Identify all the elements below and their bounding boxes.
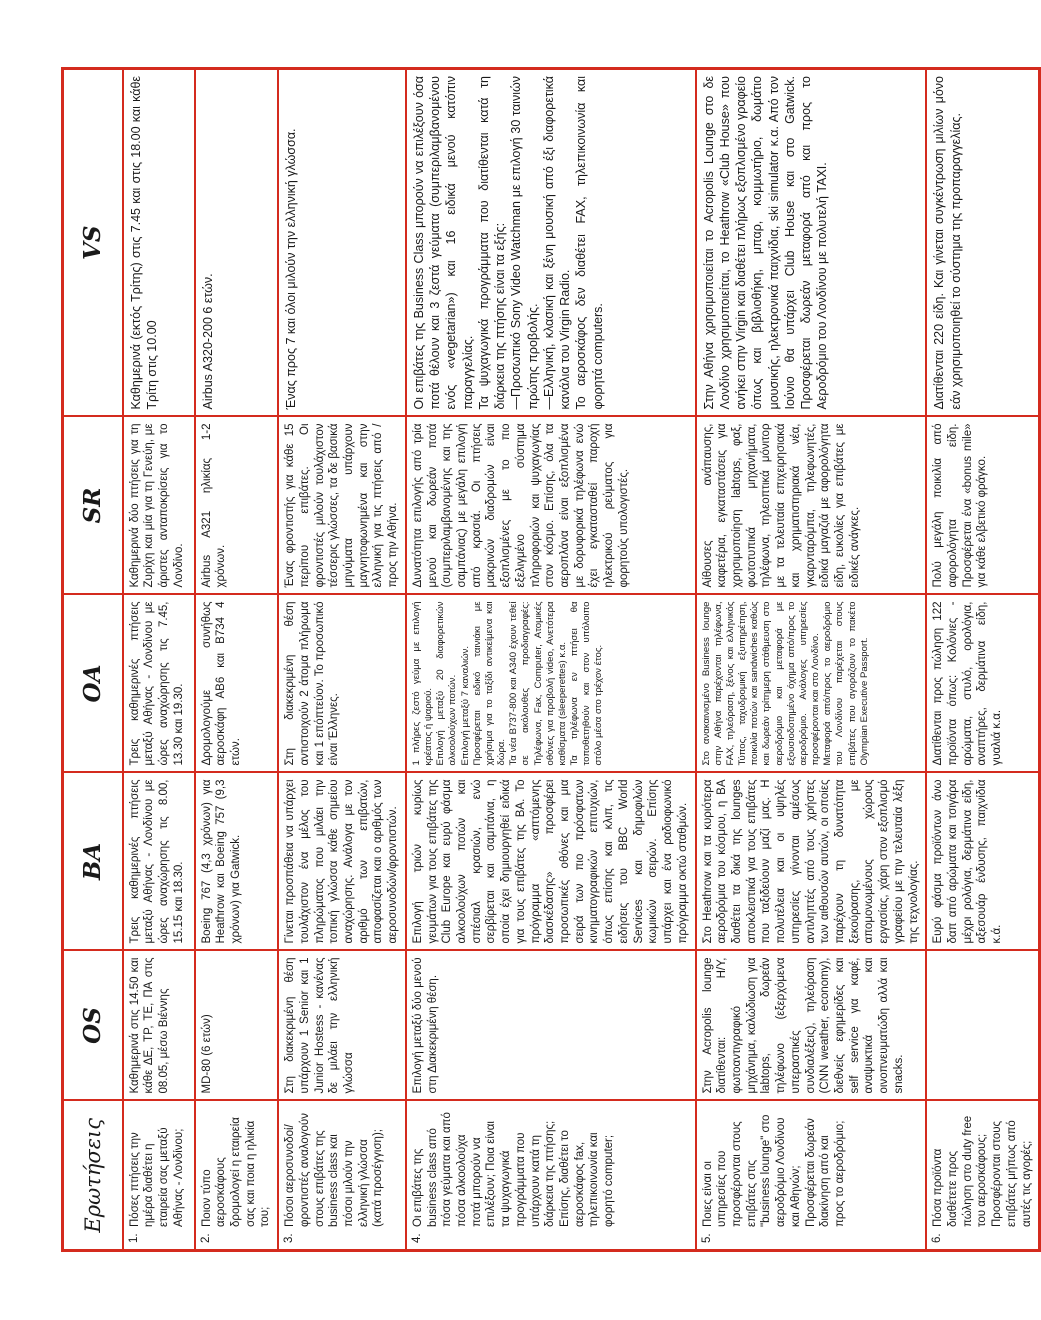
airline-comparison-table bbox=[61, 67, 1041, 1252]
answer-vs-text: Καθημερινά (εκτός Τρίτης) στις 7.45 και στις 18.00 και κάθε Τρίτη στις 10.00 bbox=[128, 76, 159, 410]
question-cell bbox=[406, 1101, 696, 1251]
question-cell bbox=[123, 1101, 195, 1251]
answer-vs bbox=[696, 69, 927, 417]
answer-os-text: MD-80 (6 ετών) bbox=[200, 1014, 213, 1094]
answer-oa-text: Δρομολογούμε συνήθως αεροσκάφη AB6 και B734 4 ετών. bbox=[200, 601, 242, 766]
answer-vs bbox=[926, 69, 1040, 417]
answer-os bbox=[696, 951, 927, 1101]
answer-os-text: Στη διακεκριμένη θέση υπάρχουν 1 Senior και 1 Junior Hostess - κανένας δε μιλάει την ελληνική γλώσσα bbox=[284, 957, 355, 1094]
question-text: Οι επιβάτες της business class από πόσα γεύματα και από πόσα αλκοολούχα ποτά μπορούν να επιλέξουν; Ποια είναι τα ψυχαγωγικά προγράμματα που υπάρχουν κατά τη διάρκεια της πτήσης; Επίσης, διαθέτει το αεροσκάφος fax, τηλεπικοινωνία και φορητό computer; bbox=[411, 1112, 616, 1227]
answer-sr bbox=[278, 417, 406, 595]
answer-os-text: Στην Acropolis lounge διατίθενται: Η/Υ, φωτοαντιγραφικό μηχάνημα, καλώδιωση για labtops, δωρεάν τηλέφωνο (εξερχόμενα υπεραστικές συνδιαλέξεις), τηλεόραση (CNN weather, economy), διεθνείς εφημερίδες και self service για καφέ, αναψυκτικά και οινοπνευματώδη αλλά και snacks. bbox=[701, 957, 905, 1094]
answer-sr-text: Ένας φροντιστής για κάθε 15 περίπου επιβάτες. Οι φροντιστές μιλούν τουλάχιστον τέσσερις γλώσσες, τα δε βασικά μηνύματα υπάρχουν μαγνητοφωνημένα και στην ελληνική για τις πτήσεις από / προς την Αθήνα. bbox=[284, 423, 400, 588]
answer-sr bbox=[696, 417, 927, 595]
question-number: 2. bbox=[199, 1233, 212, 1243]
answer-oa-text: Τρεις καθημερινές πτήσεις μεταξύ Αθήνας - Λονδίνου με ώρες αναχώρησης τις 7.45, 13.30 και 19.30. bbox=[128, 601, 185, 766]
answer-sr bbox=[195, 417, 279, 595]
question-number: 1. bbox=[127, 1233, 140, 1243]
question-number: 6. bbox=[931, 1233, 944, 1243]
answer-os bbox=[278, 951, 406, 1101]
answer-os bbox=[406, 951, 696, 1101]
answer-oa bbox=[278, 595, 406, 773]
answer-oa bbox=[406, 595, 696, 773]
answer-os-text: Επιλογή μεταξύ δύο μενού στη Διακεκριμένη θέση. bbox=[411, 957, 439, 1094]
question-text: Πόσα προϊόντα διαθέτετε προς πώληση στο duty free του αεροσκάφους; Προσφέρονται στους επιβάτες μήπως από αυτές τις αγορές; bbox=[932, 1115, 1033, 1227]
table-row bbox=[123, 69, 195, 1251]
answer-ba-text: Γίνεται προσπάθεια να υπάρχει τουλάχιστον ένα μέλος του πληρώματος που μιλάει την τοπική γλώσσα κάθε σημείου αναχώρησης. Ανάλογα με τον αριθμό των επιβατών, αποφασίζεται και ο αριθμός των αεροσυνοδών/φροντιστών. bbox=[284, 779, 400, 944]
question-cell bbox=[278, 1101, 406, 1251]
answer-ba-text: Επιλογή τριών κυρίως γευμάτων για τους επιβάτες της Club Europe και ευρύ φάσμα αλκοολούχων ποτών και σπέσιαλ κρασιών, ενώ σερβίρεται και σαμπάνια, η οποία έχει δημιουργηθεί ειδικά για τους επιβάτες της BA. Το πρόγραμμα «απτόμενης διασκέδασης» προσφέρει προσωπικές οθόνες και μια σειρά των πιο πρόσφατων κινηματογραφικών επιτυχιών, όπως επίσης και κλιπ, τις ειδήσεις του BBC World Services και δημοφιλών κωμικών σειρών. Επίσης υπάρχει και ένα ραδιοφωνικό πρόγραμμα οκτώ σταθμών. bbox=[411, 779, 689, 944]
answer-vs-text: Ένας προς 7 και όλοι μιλούν την ελληνική γλώσσα. bbox=[284, 128, 299, 410]
answer-oa-text: 1 πλήρες ζεστό γεύμα με επιλογή κρέατος ή ψαριού. Επιλογή μεταξύ 20 διαφορετικών αλκοολούχων ποτών. Επιλογή μεταξύ 7 καναλιών. Προσφέρεται ειδικό ταινιάκι με χρήσιμα για το ταξίδι αντικείμενα και δώρα. Τα νέα B737-800 και A340 έχουν τεθεί σε ακόλουθες προδιαγραφές: Τηλέφωνα, Fax, Computer, Ατομικές οθόνες για προβολή video, Ανετότερα καθίσματα (sleeperettes) κ.α. Τα τηλέφωνα εν πτήσει θα τοποθετηθούν και στον υπόλοιπο στόλο μέσα στο τρέχον έτος. bbox=[410, 601, 605, 766]
answer-ba bbox=[195, 773, 279, 951]
answer-sr bbox=[123, 417, 195, 595]
answer-ba-text: Τρεις καθημερινές πτήσεις μεταξύ Αθήνας - Λονδίνου με ώρες αναχώρησης τις 8.00, 15.15 και 18.30. bbox=[128, 779, 185, 944]
answer-oa bbox=[926, 595, 1040, 773]
answer-ba bbox=[278, 773, 406, 951]
answer-ba-text: Στο Heathrow και τα κυριότερα αεροδρόμια του κόσμου, η BA διαθέτει τα δικά της lounges αποκλειστικά για τους επιβάτες που ταξιδεύουν μαζί μας. Η πολυτέλεια και οι υψηλές υπηρεσίες γίνονται αμέσως αντιληπτές από τους χρήστες των αιθουσών αυτών, οι οποίες παρέχουν τη δυνατότητα ξεκούρασης, με απομονωμένους χώρους εργασίας, χάρη στον εξοπλισμό γραφείου με την τελευταία λέξη της τεχνολογίας. bbox=[701, 779, 920, 944]
answer-ba bbox=[123, 773, 195, 951]
answer-vs-text: Διατίθενται 220 είδη. Και γίνεται συγκέντρωση μιλίων μόνο εάν χρησιμοποιηθεί το σύστημα της προπαραγγελίας. bbox=[932, 76, 963, 410]
question-number: 3. bbox=[283, 1233, 296, 1243]
answer-ba-text: Boeing 767 (4,3 χρόνων) για Heathrow και Boeing 757 (9,3 χρόνων) για Gatwick. bbox=[200, 779, 242, 944]
question-cell bbox=[926, 1101, 1040, 1251]
table-row bbox=[195, 69, 279, 1251]
answer-sr-text: Αίθουσες ανάπαυσης, καφετέρια, εγκαταστάσεις για χρησιμοποίηση labtops, φαξ, φωτοτυπικά μηχανήματα, τηλέφωνα, τηλεοπτικά μόνιτορ με τα τελευταία επιχειρησιακά και χρηματιστηριακά νέα, γκαρνταρόμπα, τηλεφωνητές, ειδικά μαγαζιά με αφορολόγητα είδη, ευκολίες για επιβάτες με ειδικές ανάγκες. bbox=[701, 423, 861, 588]
question-text: Ποιον τύπο αεροσκάφους δρομολογεί η εταιρεία σας και ποια η ηλικία του; bbox=[200, 1117, 272, 1227]
answer-sr-text: Δυνατότητα επιλογής από τρία μενού και δωρεάν ποτά (συμπεριλαμβανομένης και της σαμπάνιας) με μεγάλη επιλογή από κρασιά. Οι πτήσεις μακρινών διαδρομών είναι εξοπλισμένες με το πιο εξελιγμένο σύστημα πληροφοριών και ψυχαγωγίας στον κόσμο. Επίσης, όλα τα αεροπλάνα είναι εξοπλισμένα με δορυφορικά τηλέφωνα ενώ έχει εγκατασταθεί παροχή ηλεκτρικού ρεύματος για φορητούς υπολογιστές. bbox=[411, 423, 630, 588]
answer-sr-text: Πολύ μεγάλη ποικιλία από αφορολόγητα είδη. Προσφέρεται ένα «bonus mile» για κάθε ελβετικό φράγκο. bbox=[932, 423, 989, 588]
question-text: Πόσοι αεροσυνοδοί/φροντιστές αναλογούν στους επιβάτες της business class και πόσοι μιλούν την ελληνική γλώσσα (κατά προσέγγιση); bbox=[284, 1113, 385, 1227]
answer-vs-text: Airbus A320-200 6 ετών. bbox=[200, 273, 215, 410]
header-vs: VS bbox=[63, 69, 123, 417]
answer-vs-text: Στην Αθήνα χρησιμοποιείται το Acropolis Lounge στο δε Λονδίνο χρησιμοποιείται, το Heathrow «Club House» που ανήκει στην Virgin και διαθέτει πλήρως εξοπλισμένο γραφείο όπως και βιβλιοθήκη, μπαρ, κομμωτήριο, δωμάτιο μουσικής, ηλεκτρονικά παιχνίδια, ski simulator κ.α. Από τον Ιούνιο θα υπάρχει Club House και στο Gatwick. Προσφέρεται δωρεάν μεταφορά από και προς το Αεροδρόμιο του Λονδίνου με πολυτελή TAXI. bbox=[701, 76, 830, 410]
question-number: 5. bbox=[700, 1233, 713, 1243]
answer-os bbox=[926, 951, 1040, 1101]
table-row bbox=[696, 69, 927, 1251]
answer-vs bbox=[406, 69, 696, 417]
answer-oa bbox=[195, 595, 279, 773]
answer-os bbox=[123, 951, 195, 1101]
answer-oa bbox=[123, 595, 195, 773]
question-number: 4. bbox=[410, 1233, 423, 1243]
answer-sr-text: Airbus A321 ηλικίας 1-2 χρόνων. bbox=[200, 423, 228, 588]
answer-sr-text: Καθημερινά δύο πτήσεις για τη Ζυρίχη και μία για τη Γενεύη, με άριστες ανταποκρίσεις για το Λονδίνο. bbox=[128, 423, 185, 588]
answer-ba-text: Ευρύ φάσμα προϊόντων άνω δαπ από αρώματα και τσιγάρα μέχρι ρολόγια, δερμάτινα είδη, αξεσουάρ ένδυσης, παιχνίδια κ.ά. bbox=[932, 779, 1004, 944]
answer-oa-text: Στο ανακαινισμένο Business lounge στην Αθήνα παρέχονται τηλέφωνα, FAX, τηλεόραση, ξένος και ελληνικός Τύπος, ταχυδρομική εξυπηρέτηση, ποικιλία ποτών και sandwiches καθώς και δωρεάν τρίτημερη στάθμευση στο αεροδρόμιο και μεταφορά με εξουσιοδοτημένο όχημα από/προς το αεροδρόμιο. Ανάλογες υπηρεσίες προσφέρονται και στο Λονδίνο. Μεταφορά από/προς το αεροδρόμιο του Λονδίνου παρέχεται στους επιβάτες που αγοράζουν το πακέτο Olympian Executive Passport. bbox=[700, 601, 870, 766]
header-questions: Ερωτήσεις bbox=[63, 1101, 123, 1251]
answer-sr bbox=[926, 417, 1040, 595]
header-sr: SR bbox=[63, 417, 123, 595]
answer-oa-text: Διατίθενται προς πώληση 122 προϊόντα όπως: Κολόνιες - αρώματα, στυλό, ορολόγια, αναπτήρες, δερμάτινα είδη, γυαλιά κ.α. bbox=[932, 601, 1004, 766]
answer-vs-text: Οι επιβάτες της Business Class μπορούν να επιλέξουν όσα ποτά θέλουν και 3 ζεστά γεύματα (συμπεριλαμβανομένου ενός «vegetarian») και 16 ειδικά μενού κατόπιν παραγγελίας. Τα ψυχαγωγικά προγράμματα που διατίθενται κατά τη διάρκεια της πτήσης είναι τα εξής: —Προσωπικό Sony Video Watchman με επιλογή 30 ταινιών πρώτης προβολής. —Ελληνική, κλασική και ξένη μουσική από έξι διαφορετικά κανάλια του Virgin Radio. Το αεροσκάφος δεν διαθέτει FAX, τηλεπικοινωνία και φορητά computers. bbox=[411, 76, 605, 410]
header-ba: BA bbox=[63, 773, 123, 951]
answer-sr bbox=[406, 417, 696, 595]
header-row bbox=[63, 69, 123, 1251]
rotated-table-wrapper bbox=[61, 70, 1033, 1252]
table-row bbox=[926, 69, 1040, 1251]
question-cell bbox=[696, 1101, 927, 1251]
answer-ba bbox=[926, 773, 1040, 951]
answer-oa-text: Στη διακεκριμένη θέση αντιστοιχούν 2 άτομα πλήρωμα και 1 επόπτεύον. Το προσωπικό είναι Έλληνες. bbox=[284, 601, 341, 766]
question-text: Πόσες πτήσεις την ημέρα διαθέτει η εταιρεία σας μεταξύ Αθήνας - Λονδίνου; bbox=[128, 1127, 185, 1227]
question-text: Ποιες είναι οι υπηρεσίες που προσφέρονται στους επιβάτες στις "business lounge" στο αεροδρόμιο Λονδίνου και Αθηνών; Προσφέρεται δωρεάν διακίνηση από και προς το αεροδρόμιο; bbox=[701, 1114, 846, 1227]
answer-vs bbox=[123, 69, 195, 417]
question-cell bbox=[195, 1101, 279, 1251]
answer-oa bbox=[696, 595, 927, 773]
header-os: OS bbox=[63, 951, 123, 1101]
table-row bbox=[406, 69, 696, 1251]
header-oa: OA bbox=[63, 595, 123, 773]
answer-vs bbox=[278, 69, 406, 417]
answer-ba bbox=[696, 773, 927, 951]
answer-ba bbox=[406, 773, 696, 951]
answer-vs bbox=[195, 69, 279, 417]
answer-os bbox=[195, 951, 279, 1101]
answer-os-text: Καθημερινά στις 14.50 και κάθε ΔΕ, ΤΡ, ΤΕ, ΠΑ στις 08.05, μέσω Βιέννης bbox=[128, 957, 170, 1094]
table-row bbox=[278, 69, 406, 1251]
